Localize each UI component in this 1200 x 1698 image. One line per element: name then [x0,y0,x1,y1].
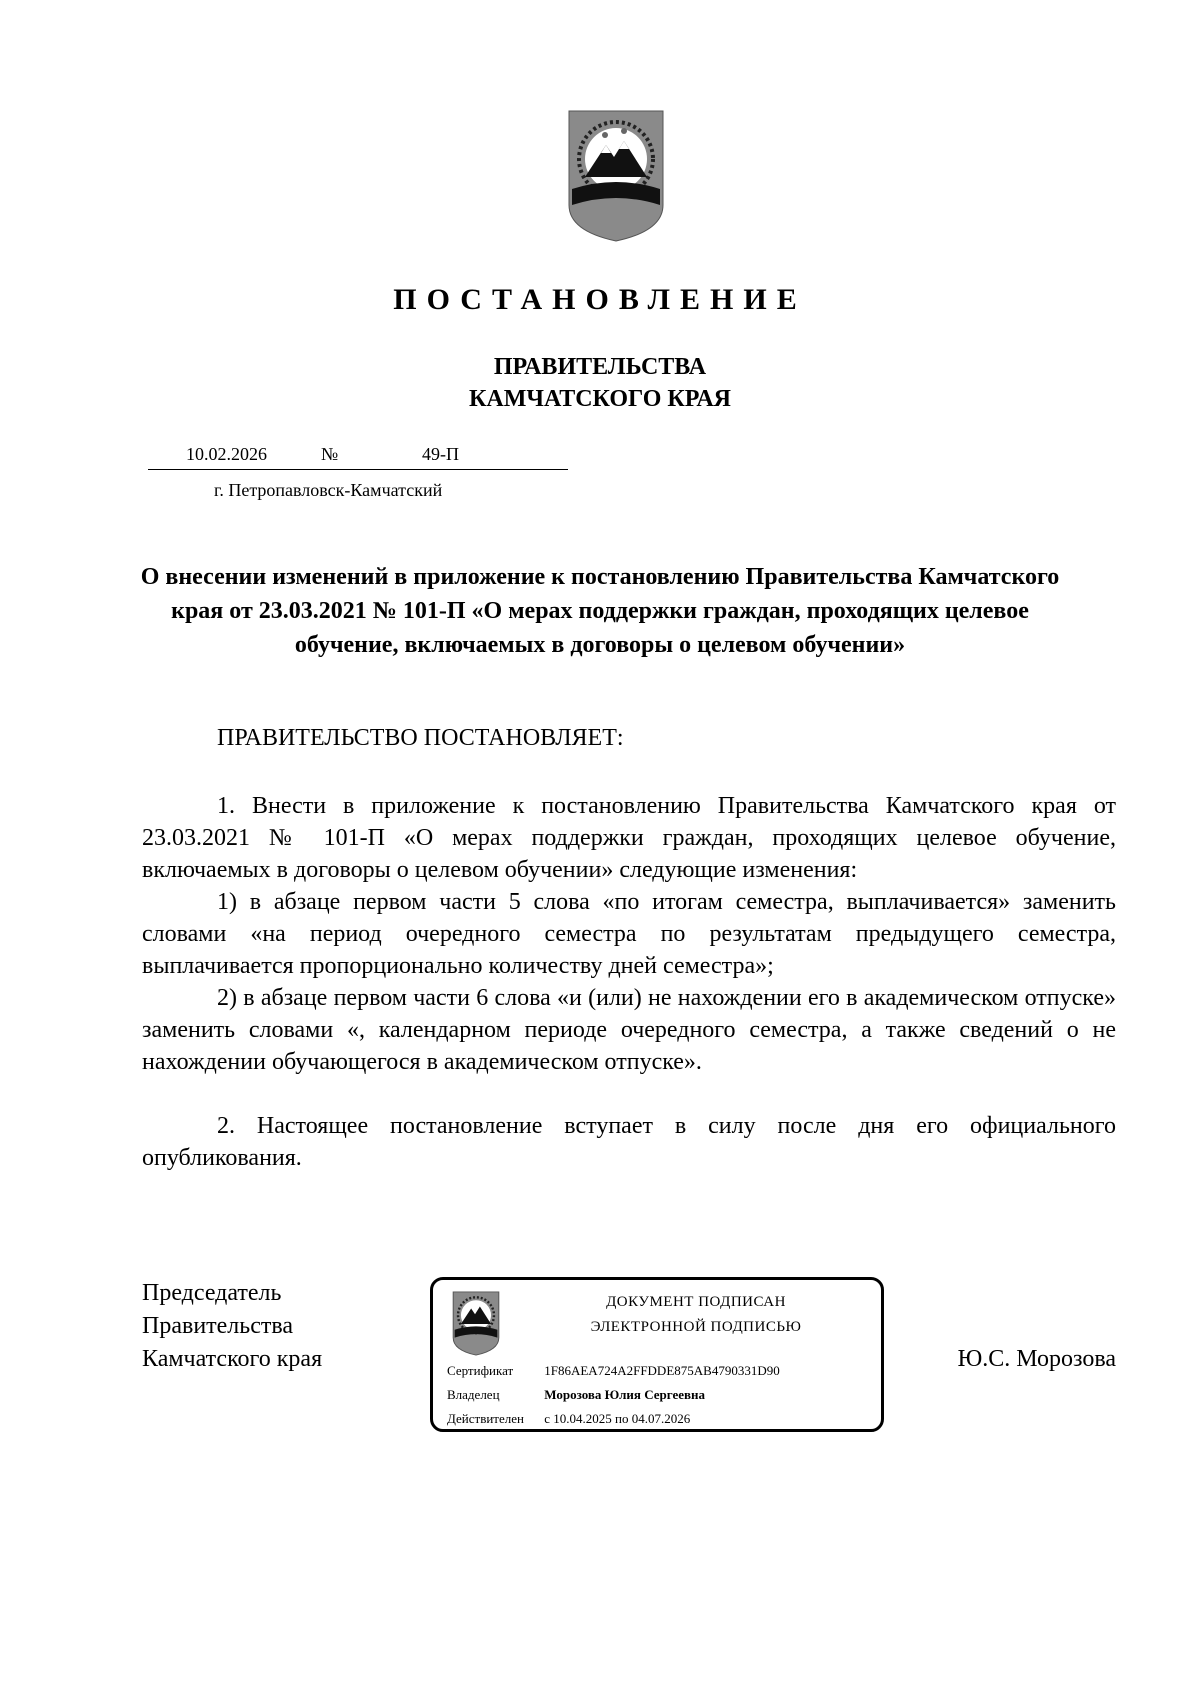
stamp-validity-label: Действителен [447,1411,524,1426]
city-line: г. Петропавловск-Камчатский [214,480,443,500]
paragraph-1: 1. Внести в приложение к постановлению Правительства Камчатского края от 23.03.2021 № 101-П «О мерах поддержки граждан, проходящих целевое обучение, включаемых в договоры о целевом обучении» следующие изменения: [142,793,1116,883]
issuing-body-line-2: КАМЧАТСКОГО КРАЯ [468,386,732,412]
signer-position-line-2: Правительства [142,1313,294,1339]
issuing-body-line-1: ПРАВИТЕЛЬСТВА [493,354,707,380]
signer-position-line-3: Камчатского края [142,1346,323,1372]
document-number: 49-П [422,444,459,464]
stamp-owner-value: Морозова Юлия Сергеевна [544,1387,706,1402]
date-number-line [148,444,568,470]
document-subject: О внесении изменений в приложение к постановлению Правительства Камчатского края от 23.03.2021 № 101-П «О мерах поддержки граждан, проходящих целевое обучение, включаемых в договоры о целевом обучении» [140,564,1060,658]
electronic-signature-stamp [430,1277,884,1432]
paragraph-2: 2. Настоящее постановление вступает в силу после дня его официального опубликования. [142,1113,1116,1171]
stamp-certificate-label: Сертификат [447,1363,514,1378]
stamp-certificate-value: 1F86AEA724A2FFDDE875AB4790331D90 [544,1363,780,1378]
stamp-title-line-1: ДОКУМЕНТ ПОДПИСАН [606,1294,786,1310]
stamp-owner-row [447,1387,705,1403]
coat-of-arms-icon [451,1290,501,1357]
resolves-heading: ПРАВИТЕЛЬСТВО ПОСТАНОВЛЯЕТ: [217,725,624,751]
number-sign: № [321,444,339,464]
document-date: 10.02.2026 [186,444,267,464]
signer-position-line-1: Председатель [142,1280,282,1306]
stamp-owner-label: Владелец [447,1387,500,1402]
stamp-validity-value: с 10.04.2025 по 04.07.2026 [544,1411,691,1426]
paragraph-1-item-2: 2) в абзаце первом части 6 слова «и (или) не нахождении его в академическом отпуске» заменить словами «, календарном периоде очередного семестра, а также сведений о не нахождении обучающегося в академическом отпуске». [142,985,1116,1075]
stamp-title-line-2: ЭЛЕКТРОННОЙ ПОДПИСЬЮ [590,1319,802,1335]
signer-name: Ю.С. Морозова [957,1346,1116,1372]
document-type-title: ПОСТАНОВЛЕНИЕ [393,283,807,316]
paragraph-1-item-1: 1) в абзаце первом части 5 слова «по итогам семестра, выплачивается» заменить словами «на период очередного семестра по результатам предыдущего семестра, выплачивается пропорционально количеству дней семестра»; [142,889,1116,979]
stamp-certificate-row [447,1363,780,1379]
stamp-validity-row [447,1411,690,1427]
coat-of-arms-icon [566,107,666,245]
